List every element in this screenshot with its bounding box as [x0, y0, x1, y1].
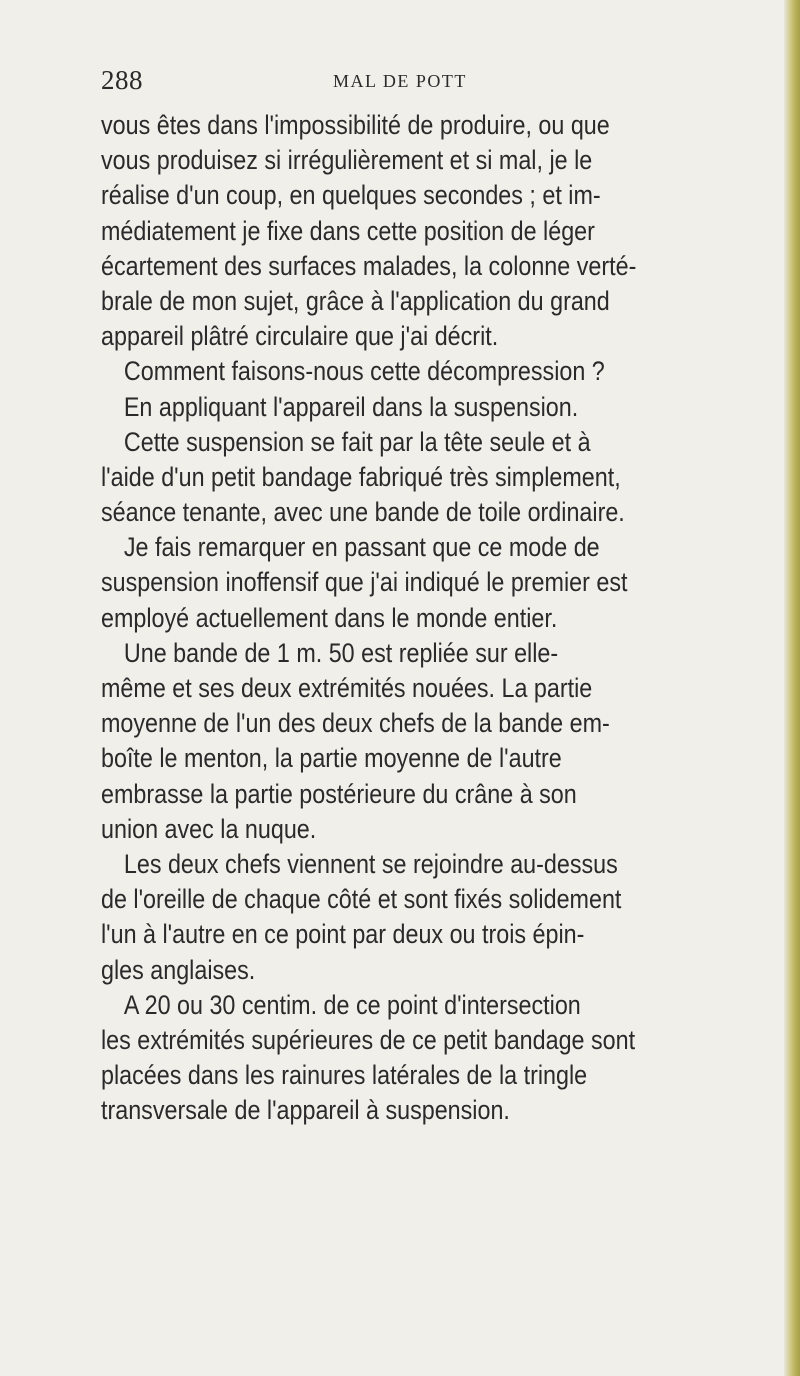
text-line: vous produisez si irrégulièrement et si mal, je le	[101, 145, 593, 176]
text-line: embrasse la partie postérieure du crâne à son	[101, 778, 577, 809]
text-line: réalise d'un coup, en quelques secondes ; et im-	[101, 180, 601, 211]
text-line: séance tenante, avec une bande de toile ordinaire.	[101, 497, 625, 528]
text-line: union avec la nuque.	[101, 813, 317, 844]
text-line: Les deux chefs viennent se rejoindre au-dessus	[123, 848, 618, 879]
text-line: l'aide d'un petit bandage fabriqué très simplement,	[101, 461, 621, 492]
text-line: même et ses deux extrémités nouées. La partie	[101, 673, 593, 703]
running-title: MAL DE POTT	[333, 71, 467, 91]
text-line: moyenne de l'un des deux chefs de la bande em-	[101, 708, 610, 739]
page-header	[101, 62, 701, 102]
text-line: Comment faisons-nous cette décompression ?	[123, 356, 605, 387]
text-line: l'un à l'autre en ce point par deux ou trois épin-	[101, 919, 585, 950]
text-line: boîte le menton, la partie moyenne de l'autre	[101, 743, 562, 774]
text-line: transversale de l'appareil à suspension.	[101, 1095, 510, 1126]
text-line: A 20 ou 30 centim. de ce point d'intersection	[123, 989, 581, 1020]
text-line: suspension inoffensif que j'ai indiqué le premier est	[101, 567, 628, 598]
text-line: médiatement je fixe dans cette position de léger	[101, 215, 595, 246]
text-line: En appliquant l'appareil dans la suspension.	[123, 391, 579, 422]
text-line: vous êtes dans l'impossibilité de produire, ou que	[101, 110, 610, 140]
text-line: employé actuellement dans le monde entier.	[101, 602, 558, 633]
text-line: Une bande de 1 m. 50 est repliée sur elle-	[123, 637, 559, 668]
text-line: de l'oreille de chaque côté et sont fixés solidement	[101, 884, 622, 915]
body-text	[101, 108, 664, 1128]
text-line: Cette suspension se fait par la tête seule et à	[123, 426, 591, 457]
text-line: gles anglaises.	[101, 954, 256, 985]
text-line: placées dans les rainures latérales de la tringle	[101, 1060, 588, 1091]
text-line: écartement des surfaces malades, la colonne verté-	[101, 250, 637, 281]
text-line: les extrémités supérieures de ce petit bandage sont	[101, 1024, 636, 1055]
text-line: appareil plâtré circulaire que j'ai décrit.	[101, 321, 499, 352]
page-number: 288	[101, 65, 143, 95]
text-line: Je fais remarquer en passant que ce mode de	[123, 532, 600, 563]
text-line: brale de mon sujet, grâce à l'application du grand	[101, 285, 610, 316]
page-edge	[784, 0, 800, 1376]
